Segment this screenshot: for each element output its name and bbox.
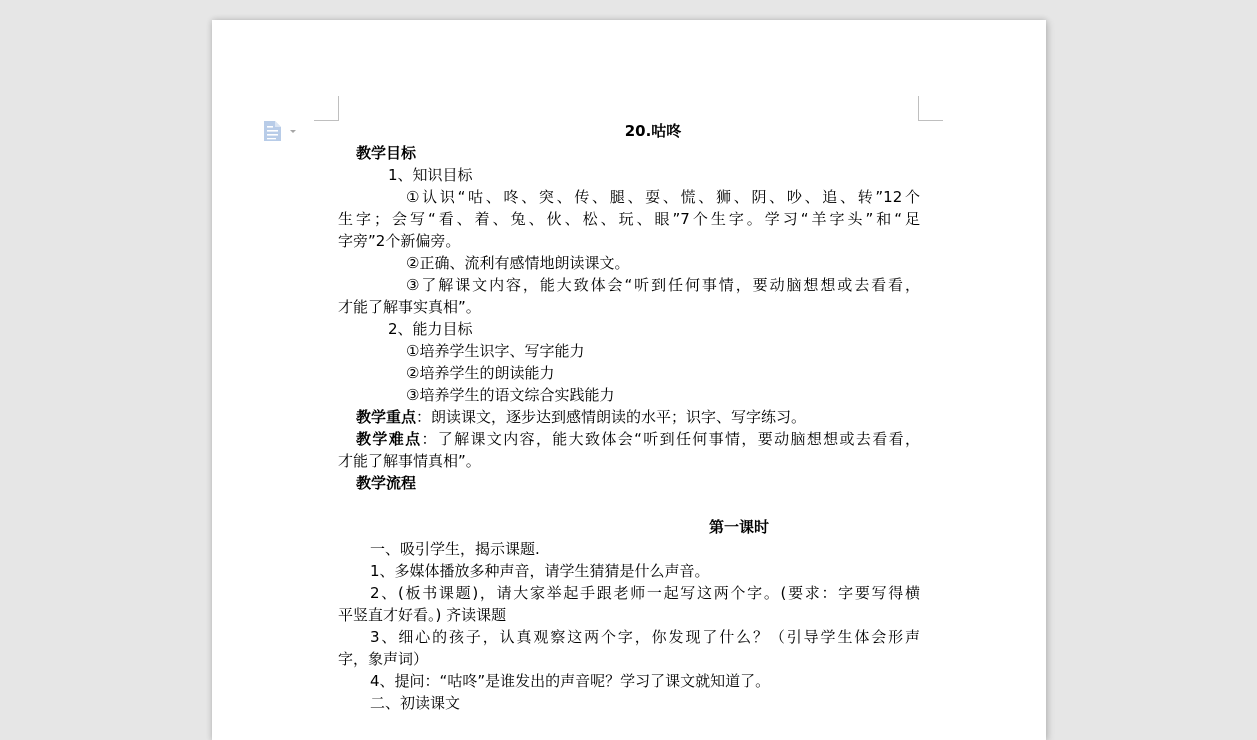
step-2-heading: 二、初读课文	[370, 694, 461, 712]
goals-heading: 教学目标	[356, 144, 417, 162]
difficulty-text: ：了解课文内容，能大致体会“听到任何事情，要动脑想想或去看看，	[421, 430, 920, 448]
document-page	[212, 20, 1046, 740]
step-1-item-4: 4、提问：“咕咚”是谁发出的声音呢？学习了课文就知道了。	[370, 672, 771, 690]
paste-options-icon	[263, 120, 303, 142]
step-1-heading: 一、吸引学生，揭示课题.	[370, 540, 540, 558]
step-1-item-2-cont: 平竖直才好看。) 齐读课题	[338, 606, 507, 624]
ability-heading: 2、能力目标	[388, 320, 473, 338]
ability-item-1: ①培养学生识字、写字能力	[406, 342, 585, 360]
key-points	[338, 406, 920, 428]
ability-item-3: ③培养学生的语文综合实践能力	[406, 386, 615, 404]
step-1-item-1: 1、多媒体播放多种声音，请学生猜猜是什么声音。	[370, 562, 710, 580]
step-1-item-3: 3、细心的孩子，认真观察这两个字，你发现了什么？（引导学生体会形声	[370, 628, 920, 646]
knowledge-item-1-cont: 生字；会写“看、着、兔、伙、松、玩、眼”7个生字。学习“羊字头”和“足	[338, 210, 920, 228]
step-1-item-3-cont: 字，象声词）	[338, 650, 429, 668]
chevron-down-icon	[290, 130, 296, 133]
knowledge-item-1-cont2: 字旁”2个新偏旁。	[338, 232, 461, 250]
process-heading: 教学流程	[356, 474, 417, 492]
key-points-label: 教学重点	[356, 408, 417, 426]
ability-item-2: ②培养学生的朗读能力	[406, 364, 555, 382]
knowledge-heading: 1、知识目标	[388, 166, 473, 184]
knowledge-item-2: ②正确、流利有感情地朗读课文。	[406, 254, 630, 272]
difficulty-points	[338, 428, 920, 450]
step-1-item-2: 2、(板书课题)，请大家举起手跟老师一起写这两个字。(要求：字要写得横	[370, 584, 920, 602]
key-points-text: ：朗读课文，逐步达到感情朗读的水平；识字、写字练习。	[416, 408, 807, 426]
margin-corner-top-right	[918, 96, 943, 121]
knowledge-item-3-cont: 才能了解事实真相”。	[338, 298, 481, 316]
document-title: 20.咕咚	[624, 122, 682, 140]
knowledge-item-1: ①认识“咕、咚、突、传、腿、耍、慌、狮、阴、吵、追、转”12个	[406, 188, 920, 206]
lesson-1-heading: 第一课时	[708, 518, 769, 536]
paste-options-button[interactable]	[263, 120, 303, 142]
difficulty-points-cont: 才能了解事情真相”。	[338, 452, 481, 470]
margin-corner-top-left	[314, 96, 339, 121]
difficulty-label: 教学难点	[356, 430, 422, 448]
blank-line	[338, 494, 920, 516]
document-body[interactable]	[338, 120, 920, 714]
knowledge-item-3: ③了解课文内容，能大致体会“听到任何事情，要动脑想想或去看看，	[406, 276, 920, 294]
